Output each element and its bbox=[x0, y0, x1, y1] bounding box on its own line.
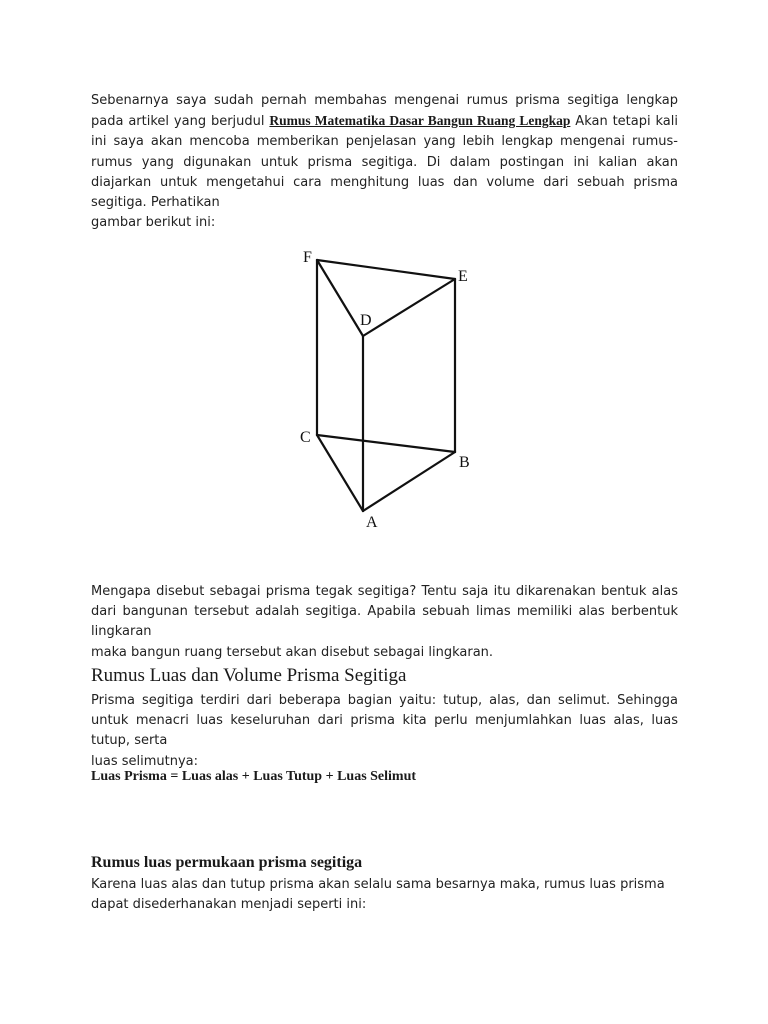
subsection-title: Rumus luas permukaan prisma segitiga bbox=[91, 854, 363, 871]
edge-fe bbox=[317, 260, 455, 279]
article-link[interactable]: Rumus Matematika Dasar Bangun Ruang Lengkap bbox=[269, 113, 571, 129]
intro-text-after-link: Akan tetapi kali ini saya akan mencoba memberikan penjelasan yang lebih lengkap mengenai rumus-rumus yang digunakan untuk prisma segitiga. Di dalam postingan ini kalian akan diajarkan untuk mengetahui cara menghitung luas dan volume dari sebuah prisma segitiga. Perhatikan bbox=[91, 114, 678, 211]
label-c: C bbox=[300, 429, 311, 446]
luas-prisma-formula: Luas Prisma = Luas alas + Luas Tutup + Luas Selimut bbox=[91, 769, 417, 784]
intro-paragraph bbox=[91, 91, 678, 233]
label-a: A bbox=[366, 514, 378, 531]
edge-cb bbox=[317, 435, 455, 452]
section-last-line: luas selimutnya: bbox=[91, 753, 198, 769]
prism-edges bbox=[317, 260, 455, 511]
section-paragraph bbox=[91, 691, 678, 772]
edge-ba bbox=[363, 452, 455, 511]
label-d: D bbox=[360, 312, 372, 329]
subsection-paragraph bbox=[91, 875, 678, 915]
section-title: Rumus Luas dan Volume Prisma Segitiga bbox=[91, 665, 407, 686]
intro-text-before-link: Sebenarnya saya sudah pernah membahas mengenai rumus prisma segitiga lengkap pada artikel yang berjudul bbox=[91, 93, 678, 130]
document-page bbox=[91, 91, 678, 913]
intro-last-line: gambar berikut ini: bbox=[91, 215, 216, 231]
subsection-text: Karena luas alas dan tutup prisma akan selalu sama besarnya maka, rumus luas prisma bbox=[91, 877, 665, 892]
explanation-paragraph bbox=[91, 582, 678, 663]
explanation-last-line: maka bangun ruang tersebut akan disebut sebagai lingkaran. bbox=[91, 644, 494, 660]
triangular-prism-figure bbox=[91, 241, 678, 531]
label-e: E bbox=[458, 268, 468, 285]
prism-diagram bbox=[91, 241, 678, 531]
label-b: B bbox=[459, 454, 470, 471]
section-text: Prisma segitiga terdiri dari beberapa bagian yaitu: tutup, alas, dan selimut. Sehingga untuk menacri luas keseluruhan dari prisma kita perlu menjumlahkan luas alas, luas tutup, serta bbox=[91, 693, 678, 749]
explanation-text: Mengapa disebut sebagai prisma tegak segitiga? Tentu saja itu dikarenakan bentuk alas dari bangunan tersebut adalah segitiga. Apabila sebuah limas memiliki alas berbentuk lingkaran bbox=[91, 584, 678, 640]
edge-df bbox=[317, 260, 363, 336]
edge-ac bbox=[317, 435, 363, 511]
subsection-last-line: dapat disederhanakan menjadi seperti ini: bbox=[91, 897, 367, 913]
edge-ed bbox=[363, 279, 455, 336]
label-f: F bbox=[303, 249, 312, 266]
